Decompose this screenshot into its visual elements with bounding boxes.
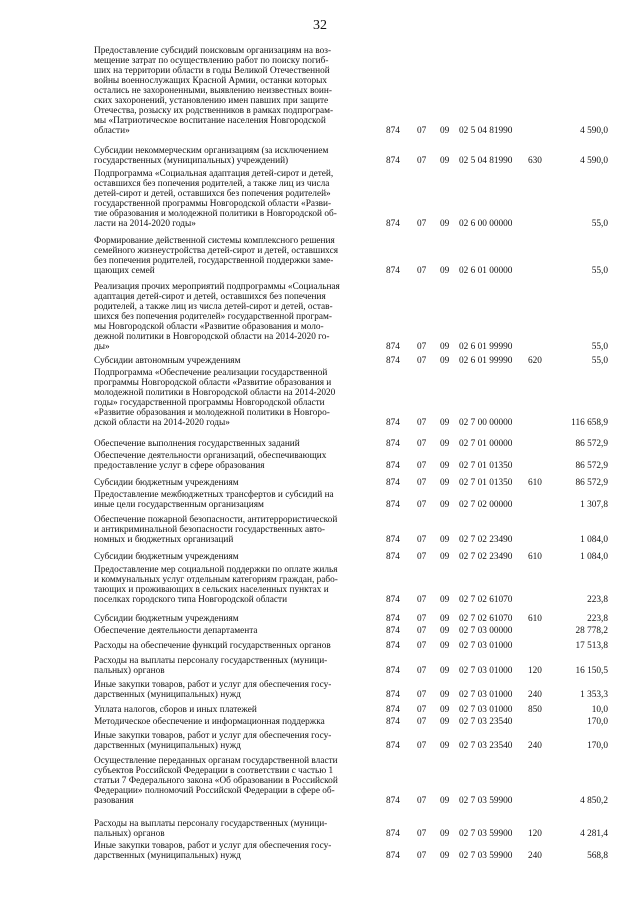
- department-code: 874: [386, 851, 400, 861]
- expense-type-code: 610: [528, 614, 542, 624]
- section-code: 07: [417, 717, 427, 727]
- department-code: 874: [386, 741, 400, 751]
- department-code: 874: [386, 717, 400, 727]
- section-code: 07: [417, 796, 427, 806]
- row-description: Иные закупки товаров, работ и услуг для обеспечения госу- дарственных (муниципальных) нужд: [94, 731, 332, 751]
- department-code: 874: [386, 478, 400, 488]
- expense-type-code: 120: [528, 829, 542, 839]
- amount: 1 084,0: [580, 535, 608, 545]
- section-code: 07: [417, 666, 427, 676]
- target-article-code: 02 7 02 23490: [459, 535, 513, 545]
- target-article-code: 02 7 03 59900: [459, 829, 513, 839]
- target-article-code: 02 7 03 59900: [459, 851, 513, 861]
- table-row: [0, 146, 640, 166]
- table-row: [0, 731, 640, 751]
- row-description: Иные закупки товаров, работ и услуг для обеспечения госу- дарственных (муниципальных) нужд: [94, 841, 332, 861]
- department-code: 874: [386, 641, 400, 651]
- department-code: 874: [386, 535, 400, 545]
- department-code: 874: [386, 342, 400, 352]
- subsection-code: 09: [440, 439, 450, 449]
- table-row: [0, 439, 640, 449]
- department-code: 874: [386, 626, 400, 636]
- row-description: Подпрограмма «Обеспечение реализации государственной программы Новгородской области «Развитие образования и молодежной политики в Новгородской области на 2014-2020 годы» государственной программы Новгородской области «Развитие образования и молодежной политики в Новгоро- дской области на 2014-2020 годы»: [94, 368, 336, 428]
- amount: 55,0: [591, 342, 608, 352]
- row-description: Субсидии бюджетным учреждениям: [94, 478, 239, 488]
- amount: 16 150,5: [575, 666, 608, 676]
- amount: 170,0: [587, 717, 608, 727]
- amount: 4 850,2: [580, 796, 608, 806]
- table-row: [0, 819, 640, 839]
- subsection-code: 09: [440, 705, 450, 715]
- department-code: 874: [386, 552, 400, 562]
- department-code: 874: [386, 829, 400, 839]
- subsection-code: 09: [440, 626, 450, 636]
- target-article-code: 02 7 03 23540: [459, 741, 513, 751]
- target-article-code: 02 7 02 61070: [459, 595, 513, 605]
- section-code: 07: [417, 156, 427, 166]
- section-code: 07: [417, 614, 427, 624]
- section-code: 07: [417, 851, 427, 861]
- amount: 55,0: [591, 356, 608, 366]
- expense-type-code: 610: [528, 552, 542, 562]
- table-row: [0, 626, 640, 636]
- row-description: Формирование действенной системы комплексного решения семейного жизнеустройства детей-сирот и детей, оставшихся без попечения родителей, государственной поддержки замe- щающих семей: [94, 236, 338, 276]
- table-row: [0, 705, 640, 715]
- target-article-code: 02 5 04 81990: [459, 156, 513, 166]
- section-code: 07: [417, 356, 427, 366]
- subsection-code: 09: [440, 595, 450, 605]
- amount: 568,8: [587, 851, 608, 861]
- target-article-code: 02 6 01 99990: [459, 342, 513, 352]
- department-code: 874: [386, 219, 400, 229]
- department-code: 874: [386, 356, 400, 366]
- expense-type-code: 240: [528, 690, 542, 700]
- table-row: [0, 46, 640, 136]
- subsection-code: 09: [440, 851, 450, 861]
- row-description: Предоставление межбюджетных трансфертов и субсидий на иные цели государственным организациям: [94, 490, 334, 510]
- amount: 86 572,9: [575, 461, 608, 471]
- target-article-code: 02 6 01 99990: [459, 356, 513, 366]
- row-description: Предоставление мер социальной поддержки по оплате жилья и коммунальных услуг отдельным категориям граждан, рабо- тающих и проживающих в сельских населенных пунктах и поселках городского типа Новгородской области: [94, 565, 338, 605]
- subsection-code: 09: [440, 461, 450, 471]
- row-description: Подпрограмма «Социальная адаптация детей-сирот и детей, оставшихся без попечения родителей, а также лиц из числа детей-сирот и детей, оставшихся без попечения родителей» государственной программы Новгородской области «Разви- тие образования и молодежной политики в Новгородской об- ласти на 2014-2020 годы»: [94, 169, 337, 229]
- department-code: 874: [386, 705, 400, 715]
- target-article-code: 02 7 03 01000: [459, 690, 513, 700]
- subsection-code: 09: [440, 535, 450, 545]
- amount: 10,0: [591, 705, 608, 715]
- department-code: 874: [386, 461, 400, 471]
- target-article-code: 02 7 03 23540: [459, 717, 513, 727]
- section-code: 07: [417, 535, 427, 545]
- table-row: [0, 841, 640, 861]
- section-code: 07: [417, 626, 427, 636]
- row-description: Методическое обеспечение и информационная поддержка: [94, 717, 325, 727]
- subsection-code: 09: [440, 690, 450, 700]
- subsection-code: 09: [440, 614, 450, 624]
- table-row: [0, 451, 640, 471]
- department-code: 874: [386, 266, 400, 276]
- row-description: Обеспечение пожарной безопасности, антитеррористической и антикриминальной безопасности государственных авто- номных и бюджетных организаций: [94, 515, 338, 545]
- section-code: 07: [417, 342, 427, 352]
- target-article-code: 02 7 02 61070: [459, 614, 513, 624]
- table-row: [0, 680, 640, 700]
- row-description: Обеспечение деятельности организаций, обеспечивающих предоставление услуг в сфере образования: [94, 451, 327, 471]
- section-code: 07: [417, 741, 427, 751]
- section-code: 07: [417, 500, 427, 510]
- target-article-code: 02 7 03 01000: [459, 641, 513, 651]
- table-row: [0, 169, 640, 229]
- target-article-code: 02 7 02 23490: [459, 552, 513, 562]
- amount: 116 658,9: [571, 418, 608, 428]
- table-row: [0, 756, 640, 806]
- table-row: [0, 641, 640, 651]
- section-code: 07: [417, 595, 427, 605]
- department-code: 874: [386, 690, 400, 700]
- row-description: Реализация прочих мероприятий подпрограммы «Социальная адаптация детей-сирот и детей, оставшихся без попечения родителей, а также лиц из числа детей-сирот и детей, остав- шихся без попечения родителей» государственной програм- мы Новгородской области «Развитие образования и моло- дежной политики в Новгородской области на 2014-2020 го- ды»: [94, 282, 340, 352]
- subsection-code: 09: [440, 741, 450, 751]
- table-row: [0, 614, 640, 624]
- expense-type-code: 610: [528, 478, 542, 488]
- subsection-code: 09: [440, 342, 450, 352]
- amount: 17 513,8: [575, 641, 608, 651]
- amount: 4 590,0: [580, 156, 608, 166]
- amount: 4 590,0: [580, 126, 608, 136]
- row-description: Субсидии бюджетным учреждениям: [94, 552, 239, 562]
- row-description: Обеспечение выполнения государственных заданий: [94, 439, 300, 449]
- amount: 223,8: [587, 595, 608, 605]
- table-row: [0, 356, 640, 366]
- target-article-code: 02 7 03 01000: [459, 666, 513, 676]
- subsection-code: 09: [440, 552, 450, 562]
- table-row: [0, 478, 640, 488]
- amount: 1 084,0: [580, 552, 608, 562]
- row-description: Расходы на обеспечение функций государственных органов: [94, 641, 331, 651]
- subsection-code: 09: [440, 266, 450, 276]
- section-code: 07: [417, 266, 427, 276]
- department-code: 874: [386, 500, 400, 510]
- amount: 1 307,8: [580, 500, 608, 510]
- target-article-code: 02 7 01 01350: [459, 478, 513, 488]
- table-row: [0, 717, 640, 727]
- section-code: 07: [417, 705, 427, 715]
- table-row: [0, 236, 640, 276]
- target-article-code: 02 7 01 00000: [459, 439, 513, 449]
- subsection-code: 09: [440, 478, 450, 488]
- row-description: Расходы на выплаты персоналу государственных (муници- пальных) органов: [94, 819, 328, 839]
- target-article-code: 02 5 04 81990: [459, 126, 513, 136]
- amount: 55,0: [591, 219, 608, 229]
- target-article-code: 02 7 01 01350: [459, 461, 513, 471]
- section-code: 07: [417, 552, 427, 562]
- row-description: Субсидии автономным учреждениям: [94, 356, 241, 366]
- section-code: 07: [417, 461, 427, 471]
- row-description: Субсидии бюджетным учреждениям: [94, 614, 239, 624]
- row-description: Осуществление переданных органам государственной власти субъектов Российской Федерации в соответствии с частью 1 статьи 7 Федерального закона «Об образовании в Российской Федерации» полномочий Российской Федерации в сфере об- разования: [94, 756, 338, 806]
- row-description: Обеспечение деятельности департамента: [94, 626, 258, 636]
- subsection-code: 09: [440, 418, 450, 428]
- section-code: 07: [417, 690, 427, 700]
- department-code: 874: [386, 595, 400, 605]
- target-article-code: 02 7 03 01000: [459, 705, 513, 715]
- section-code: 07: [417, 219, 427, 229]
- expense-type-code: 120: [528, 666, 542, 676]
- amount: 55,0: [591, 266, 608, 276]
- department-code: 874: [386, 796, 400, 806]
- amount: 4 281,4: [580, 829, 608, 839]
- amount: 1 353,3: [580, 690, 608, 700]
- department-code: 874: [386, 126, 400, 136]
- target-article-code: 02 7 03 00000: [459, 626, 513, 636]
- table-row: [0, 368, 640, 428]
- expense-type-code: 240: [528, 741, 542, 751]
- amount: 223,8: [587, 614, 608, 624]
- section-code: 07: [417, 829, 427, 839]
- row-description: Субсидии некоммерческим организациям (за исключением государственных (муниципальных) учреждений): [94, 146, 329, 166]
- department-code: 874: [386, 439, 400, 449]
- amount: 86 572,9: [575, 478, 608, 488]
- section-code: 07: [417, 418, 427, 428]
- table-row: [0, 656, 640, 676]
- amount: 86 572,9: [575, 439, 608, 449]
- department-code: 874: [386, 614, 400, 624]
- amount: 170,0: [587, 741, 608, 751]
- subsection-code: 09: [440, 356, 450, 366]
- subsection-code: 09: [440, 717, 450, 727]
- department-code: 874: [386, 418, 400, 428]
- table-row: [0, 490, 640, 510]
- expense-type-code: 630: [528, 156, 542, 166]
- expense-type-code: 850: [528, 705, 542, 715]
- row-description: Расходы на выплаты персоналу государственных (муници- пальных) органов: [94, 656, 328, 676]
- target-article-code: 02 6 01 00000: [459, 266, 513, 276]
- subsection-code: 09: [440, 641, 450, 651]
- target-article-code: 02 7 02 00000: [459, 500, 513, 510]
- department-code: 874: [386, 156, 400, 166]
- page-number: 32: [313, 18, 327, 33]
- target-article-code: 02 7 00 00000: [459, 418, 513, 428]
- expense-type-code: 620: [528, 356, 542, 366]
- table-row: [0, 515, 640, 545]
- section-code: 07: [417, 478, 427, 488]
- subsection-code: 09: [440, 156, 450, 166]
- section-code: 07: [417, 126, 427, 136]
- target-article-code: 02 7 03 59900: [459, 796, 513, 806]
- table-row: [0, 552, 640, 562]
- subsection-code: 09: [440, 500, 450, 510]
- table-row: [0, 565, 640, 605]
- subsection-code: 09: [440, 829, 450, 839]
- subsection-code: 09: [440, 796, 450, 806]
- row-description: Предоставление субсидий поисковым организациям на воз- мещение затрат по осуществлению работ по поиску погиб- ших на территории области в годы Великой Отечественной войны военнослужащих Красной Армии, останки которых остались не захороненными, выявлению неизвестных воин- ских захоронений, установлению имен павших при защите Отечества, розыску их родственников в рамках подпрограм- мы «Патриотическое воспитание населения Новгородской области»: [94, 46, 334, 136]
- table-row: [0, 282, 640, 352]
- row-description: Иные закупки товаров, работ и услуг для обеспечения госу- дарственных (муниципальных) нужд: [94, 680, 332, 700]
- department-code: 874: [386, 666, 400, 676]
- amount: 28 778,2: [575, 626, 608, 636]
- section-code: 07: [417, 439, 427, 449]
- subsection-code: 09: [440, 126, 450, 136]
- section-code: 07: [417, 641, 427, 651]
- subsection-code: 09: [440, 219, 450, 229]
- expense-type-code: 240: [528, 851, 542, 861]
- subsection-code: 09: [440, 666, 450, 676]
- row-description: Уплата налогов, сборов и иных платежей: [94, 705, 257, 715]
- target-article-code: 02 6 00 00000: [459, 219, 513, 229]
